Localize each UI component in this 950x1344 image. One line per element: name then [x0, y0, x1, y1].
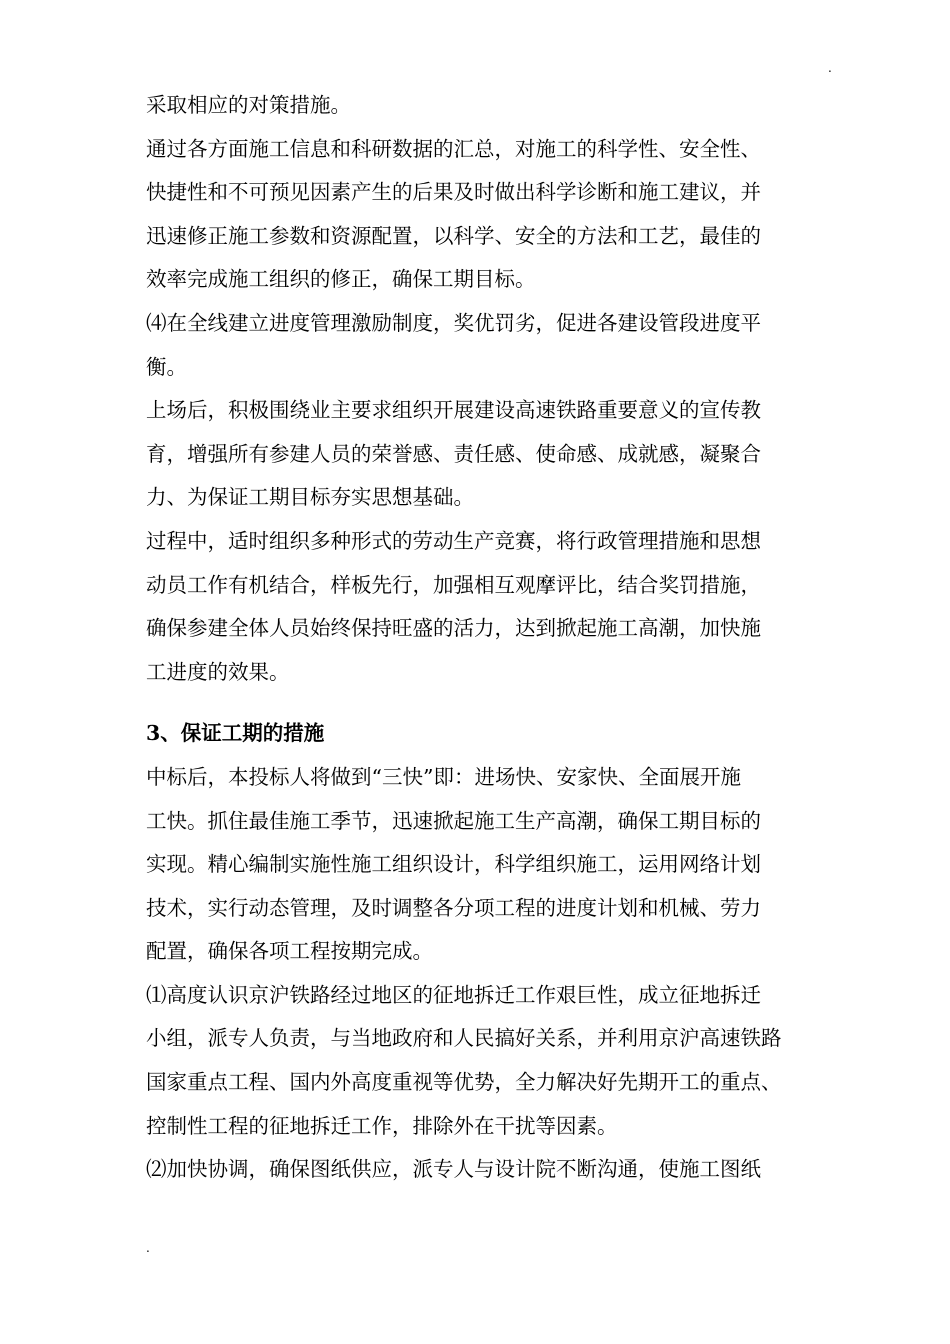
- text-line: ⑵加快协调，确保图纸供应，派专人与设计院不断沟通，使施工图纸: [146, 1157, 761, 1182]
- text-line: ⑷在全线建立进度管理激励制度，奖优罚劣，促进各建设管段进度平: [146, 310, 761, 335]
- page-corner-mark: .: [828, 61, 832, 75]
- text-line: 工进度的效果。: [146, 659, 290, 684]
- text-line: 动员工作有机结合，样板先行，加强相互观摩评比，结合奖罚措施，: [146, 572, 761, 597]
- text-line: 采取相应的对策措施。: [146, 93, 351, 117]
- text-line: 确保参建全体人员始终保持旺盛的活力，达到掀起施工高潮，加快施: [146, 616, 761, 641]
- text-line: 小组，派专人负责，与当地政府和人民搞好关系，并利用京沪高速铁路: [146, 1026, 782, 1051]
- text-line: ⑴高度认识京沪铁路经过地区的征地拆迁工作艰巨性，成立征地拆迁: [146, 982, 761, 1007]
- text-line: 工快。抓住最佳施工季节，迅速掀起施工生产高潮，确保工期目标的: [146, 808, 761, 833]
- page-corner-mark: .: [146, 1241, 150, 1255]
- text-line: 力、为保证工期目标夯实思想基础。: [146, 485, 474, 510]
- text-line: 中标后，本投标人将做到“三快”即：进场快、安家快、全面展开施: [146, 764, 741, 789]
- text-line: 快捷性和不可预见因素产生的后果及时做出科学诊断和施工建议，并: [146, 180, 761, 205]
- text-line: 育，增强所有参建人员的荣誉感、责任感、使命感、成就感，凝聚合: [146, 441, 761, 466]
- text-line: 控制性工程的征地拆迁工作，排除外在干扰等因素。: [146, 1113, 618, 1138]
- document-body: [146, 84, 826, 1192]
- text-line: 效率完成施工组织的修正，确保工期目标。: [146, 267, 536, 292]
- text-line: 配置，确保各项工程按期完成。: [146, 939, 433, 964]
- text-line: 迅速修正施工参数和资源配置，以科学、安全的方法和工艺，最佳的: [146, 223, 761, 248]
- text-line: 实现。精心编制实施性施工组织设计，科学组织施工，运用网络计划: [146, 852, 761, 877]
- section-heading: 3、保证工期的措施: [146, 721, 325, 746]
- text-line: 过程中，适时组织多种形式的劳动生产竞赛，将行政管理措施和思想: [146, 528, 761, 553]
- text-line: 通过各方面施工信息和科研数据的汇总，对施工的科学性、安全性、: [146, 136, 761, 161]
- text-line: 技术，实行动态管理，及时调整各分项工程的进度计划和机械、劳力: [146, 895, 761, 920]
- text-line: 上场后，积极围绕业主要求组织开展建设高速铁路重要意义的宣传教: [146, 398, 761, 423]
- text-line: 衡。: [146, 354, 187, 379]
- text-line: 国家重点工程、国内外高度重视等优势，全力解决好先期开工的重点、: [146, 1070, 782, 1095]
